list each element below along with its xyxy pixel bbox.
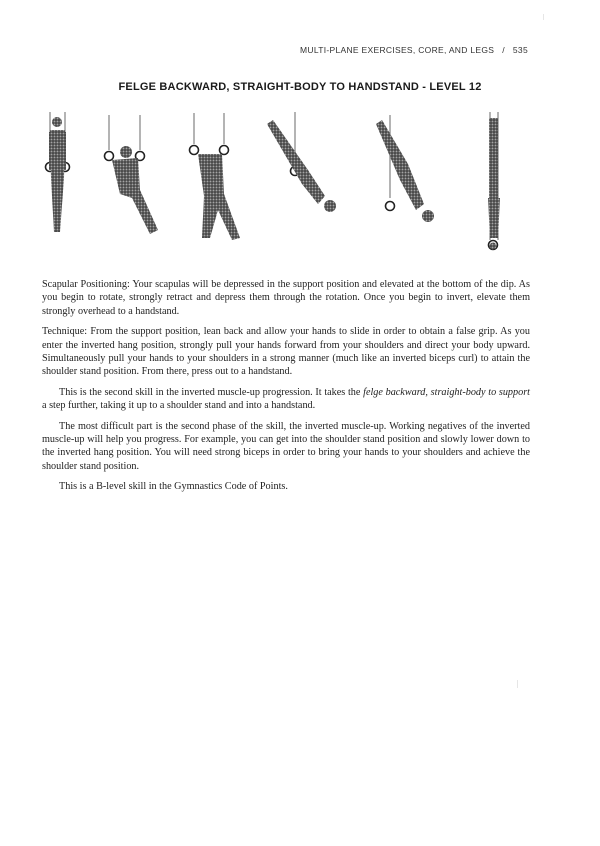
section-title: MULTI-PLANE EXERCISES, CORE, AND LEGS [300,45,495,55]
gymnast-inverted-pull-icon [376,115,434,222]
gymnast-diagonal-inverting-icon [267,112,336,212]
progression-skill-reference: felge backward, straight-body to support [363,386,530,398]
progression-paragraph [42,386,530,413]
gymnast-support-position-icon [46,112,70,232]
header-separator: / [502,45,505,55]
body-text [42,278,530,501]
technique-paragraph: Technique: From the support position, lean back and allow your hands to slide in order to obtain a false grip. As you enter the inverted hang position, strongly pull your hands forward from your shoulders and direct your body upward. Simultaneously pull your hands to your shoulders in a strong manner (much like an inverted biceps curl) to attain the shoulder stand position. From there, press out to a handstand. [42,326,530,378]
gymnast-handstand-icon [488,112,500,250]
running-head [300,45,528,55]
gymnast-false-grip-swing-icon [190,113,241,240]
difficulty-paragraph: The most difficult part is the second phase of the skill, the inverted muscle-up. Working negatives of the inverted muscle-up will help you progress. For example, you can get into the shoulder stand position and slowly lower down to the inverted hang position. You will need strong biceps in order to bring your hands to your shoulders and achieve the shoulder stand position. [42,420,530,472]
exercise-sequence-illustration [40,110,540,260]
scan-edge-mark [543,14,544,20]
progression-text-after: a step further, taking it up to a shoulder stand and into a handstand. [42,400,316,412]
page-number: 535 [512,45,528,55]
scapular-positioning-paragraph: Scapular Positioning: Your scapulas will be depressed in the support position and elevated at the bottom of the dip. As you begin to rotate, strongly retract and depress them through the rotation. Once you begin to invert, elevate them strongly overhead to a handstand. [42,279,530,317]
exercise-title: FELGE BACKWARD, STRAIGHT-BODY TO HANDSTAND - LEVEL 12 [118,81,482,93]
progression-text-before: This is the second skill in the inverted muscle-up progression. It takes the [59,386,364,398]
code-of-points-paragraph: This is a B-level skill in the Gymnastics Code of Points. [59,481,288,493]
gymnast-lean-back-icon [105,115,159,234]
scan-edge-mark [517,680,518,688]
